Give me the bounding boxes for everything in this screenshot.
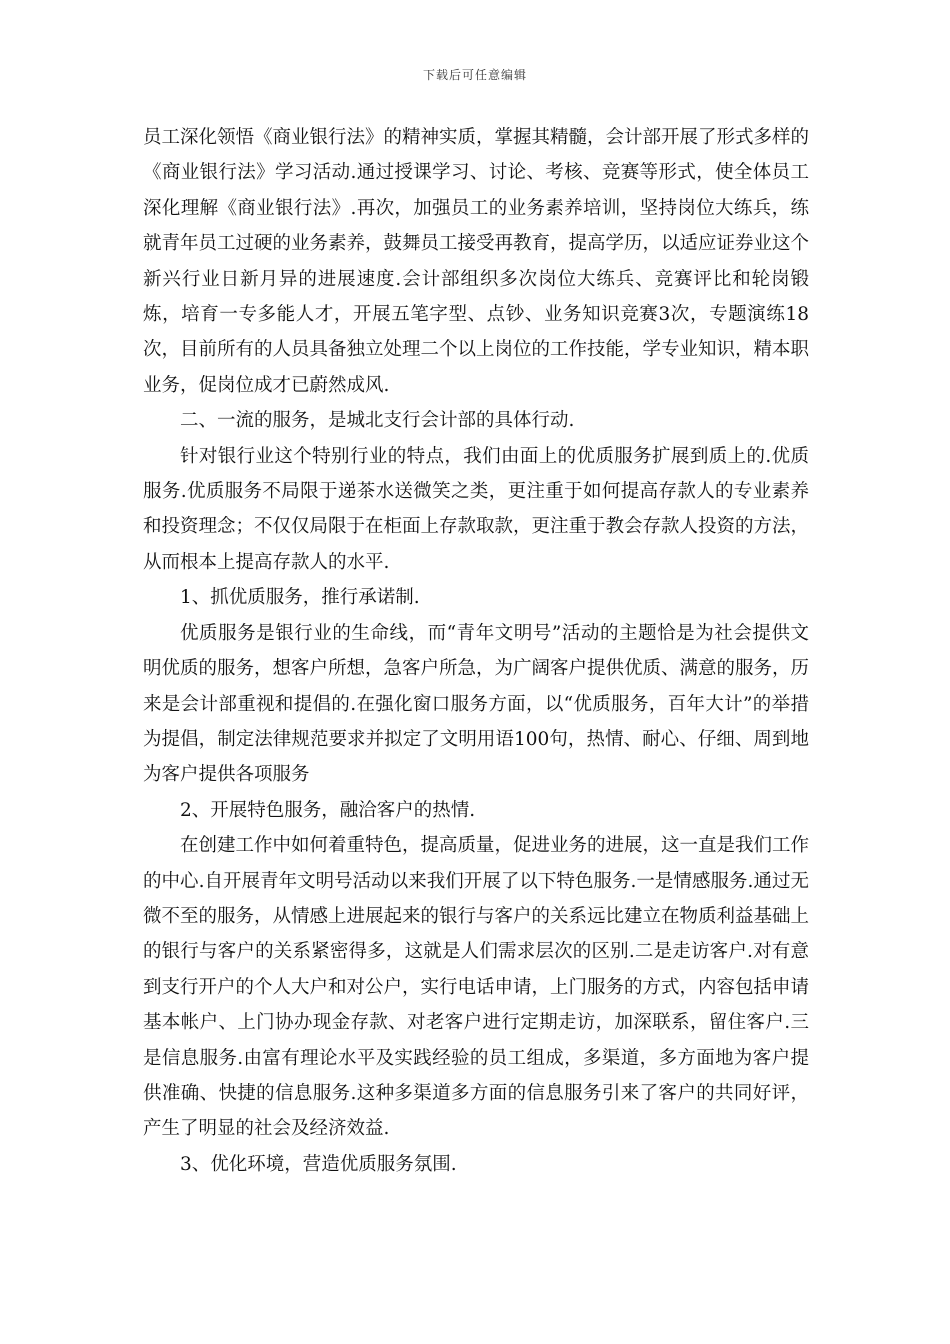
subsection-heading: 2、开展特色服务，融洽客户的热情. — [180, 799, 476, 821]
paragraph: 在创建工作中如何着重特色，提高质量，促进业务的进展，这一直是我们工作的中心.自开展青年文明号活动以来我们开展了以下特色服务.一是情感服务.通过无微不至的服务，从情感上进展起来的银行与客户的关系远比建立在物质利益基础上的银行与客户的关系紧密得多，这就是人们需求层次的区别.二是走访客户.对有意到支行开户的个人大户和对公户，实行电话申请，上门服务的方式，内容包括申请基本帐户、上门协办现金存款、对老客户进行定期走访，加深联系，留住客户.三是信息服务.由富有理论水平及实践经验的员工组成，多渠道，多方面地为客户提供准确、快捷的信息服务.这种多渠道多方面的信息服务引来了客户的共同好评，产生了明显的社会及经济效益. — [143, 835, 810, 1140]
page-header: 下载后可任意编辑 — [422, 68, 527, 82]
paragraph: 针对银行业这个特别行业的特点，我们由面上的优质服务扩展到质上的.优质服务.优质服务不局限于递茶水送微笑之类，更注重于如何提高存款人的专业素养和投资理念；不仅仅局限于在柜面上存款取款，更注重于教会存款人投资的方法，从而根本上提高存款人的水平. — [143, 445, 810, 573]
section-heading: 二、一流的服务，是城北支行会计部的具体行动. — [180, 410, 575, 432]
subsection-heading: 1、抓优质服务，推行承诺制. — [180, 587, 420, 609]
document-body — [143, 120, 809, 1182]
subsection-heading: 3、优化环境，营造优质服务氛围. — [180, 1153, 457, 1175]
paragraph: 优质服务是银行业的生命线，而“青年文明号”活动的主题恰是为社会提供文明优质的服务，想客户所想，急客户所急，为广阔客户提供优质、满意的服务，历来是会计部重视和提倡的.在强化窗口服务方面，以“优质服务，百年大计”的举措为提倡，制定法律规范要求并拟定了文明用语100句，热情、耐心、仔细、周到地为客户提供各项服务 — [143, 622, 810, 786]
paragraph: 员工深化领悟《商业银行法》的精神实质，掌握其精髓，会计部开展了形式多样的《商业银行法》学习活动.通过授课学习、讨论、考核、竞赛等形式，使全体员工深化理解《商业银行法》.再次，加强员工的业务素养培训，坚持岗位大练兵，练就青年员工过硬的业务素养，鼓舞员工接受再教育，提高学历，以适应证券业这个新兴行业日新月异的进展速度.会计部组织多次岗位大练兵、竞赛评比和轮岗锻炼，培育一专多能人才，开展五笔字型、点钞、业务知识竞赛3次，专题演练18次，目前所有的人员具备独立处理二个以上岗位的工作技能，学专业知识，精本职业务，促岗位成才已蔚然成风. — [143, 127, 810, 396]
